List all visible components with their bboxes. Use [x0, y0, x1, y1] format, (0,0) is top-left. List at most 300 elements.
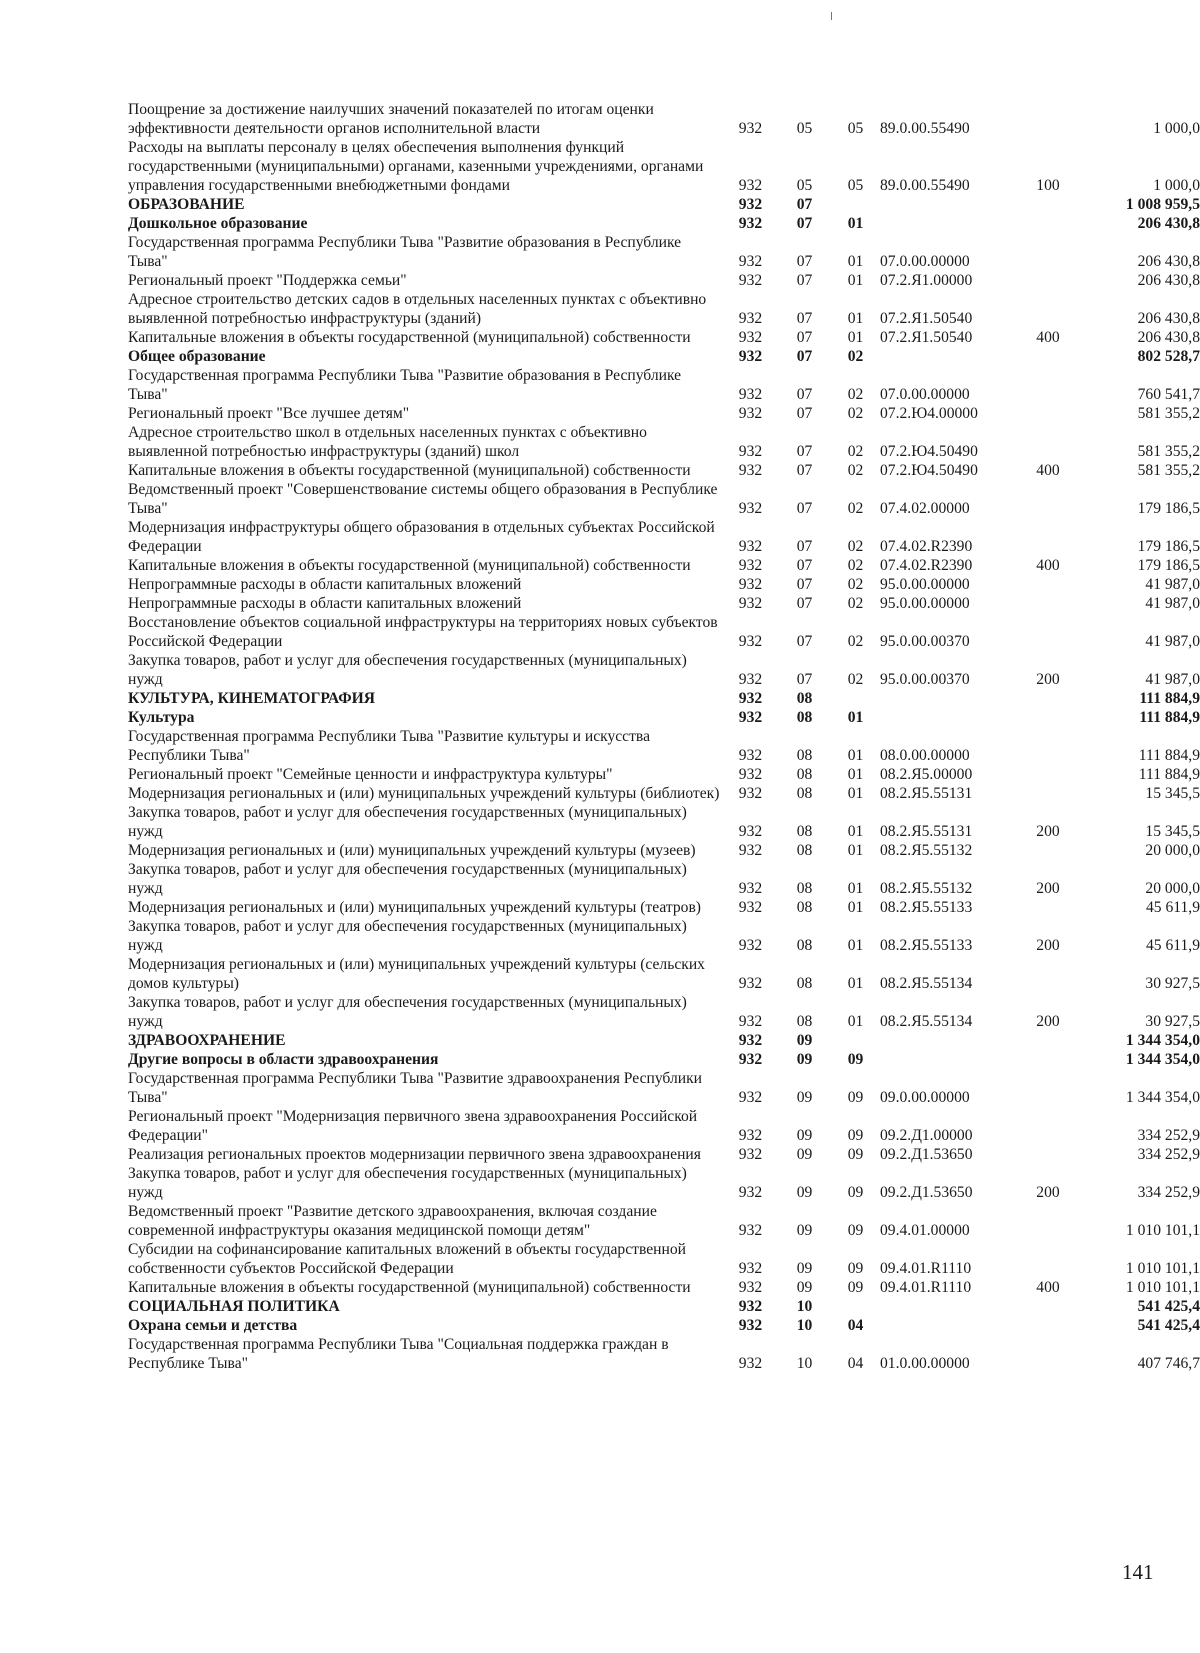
table-row	[128, 651, 1200, 689]
row-name: Закупка товаров, работ и услуг для обеспечения государственных (муниципальных) нужд	[128, 804, 687, 840]
row-expense-type	[1028, 1145, 1068, 1164]
table-row	[128, 100, 1200, 138]
row-section-code: 07	[796, 557, 813, 574]
row-expense-type	[1028, 1316, 1068, 1335]
row-amount: 179 186,5	[1137, 557, 1200, 574]
row-amount: 541 425,4	[1137, 1298, 1200, 1315]
row-subsection-code: 09	[847, 1184, 864, 1201]
row-name: СОЦИАЛЬНАЯ ПОЛИТИКА	[128, 1298, 340, 1315]
row-department-code: 932	[738, 253, 763, 270]
row-name: Капитальные вложения в объекты государственной (муниципальной) собственности	[128, 329, 691, 346]
row-department-code: 932	[738, 690, 763, 707]
row-department-code: 932	[738, 177, 763, 194]
row-expense-type	[1028, 214, 1068, 233]
row-name: Региональный проект "Все лучшее детям"	[128, 405, 410, 422]
row-amount: 206 430,8	[1137, 253, 1200, 270]
table-row	[128, 556, 1200, 575]
row-amount: 111 884,9	[1139, 690, 1200, 707]
row-department-code: 932	[738, 937, 763, 954]
row-amount: 1 344 354,0	[1125, 1089, 1200, 1106]
row-target-article: 09.0.00.00000	[880, 1089, 970, 1106]
row-target-article: 09.4.01.R1110	[880, 1279, 972, 1296]
row-section-code: 07	[796, 633, 813, 650]
row-name: Государственная программа Республики Тыва "Развитие образования в Республике Тыва"	[128, 367, 682, 403]
row-amount: 30 927,5	[1145, 975, 1200, 992]
row-section-code: 08	[796, 690, 813, 707]
row-department-code: 932	[738, 823, 763, 840]
row-target-article: 07.2.Я1.50540	[880, 310, 973, 327]
row-department-code: 932	[738, 500, 763, 517]
table-row	[128, 328, 1200, 347]
row-name: Закупка товаров, работ и услуг для обеспечения государственных (муниципальных) нужд	[128, 652, 687, 688]
row-target-article: 08.2.Я5.55131	[880, 823, 973, 840]
row-department-code: 932	[738, 443, 763, 460]
row-target-article: 07.2.Я1.00000	[880, 272, 973, 289]
row-target-article: 07.0.00.00000	[880, 253, 970, 270]
row-name: Общее образование	[128, 348, 266, 365]
row-department-code: 932	[738, 215, 763, 232]
row-name: Адресное строительство школ в отдельных населенных пунктах с объективно выявленной потребностью инфраструктуры (зданий) школ	[128, 424, 647, 460]
table-row	[128, 898, 1200, 917]
table-row	[128, 1145, 1200, 1164]
row-expense-type	[1028, 480, 1068, 518]
row-target-article: 01.0.00.00000	[880, 1355, 970, 1372]
row-subsection-code: 02	[847, 557, 864, 574]
row-department-code: 932	[738, 1184, 763, 1201]
row-target-article	[880, 689, 1028, 708]
row-target-article: 89.0.00.55490	[880, 120, 970, 137]
row-section-code: 09	[796, 1222, 813, 1239]
row-subsection-code: 02	[847, 348, 864, 365]
row-section-code: 09	[796, 1051, 813, 1068]
table-row	[128, 233, 1200, 271]
row-section-code: 08	[796, 1013, 813, 1030]
row-subsection-code: 02	[847, 386, 864, 403]
row-amount: 111 884,9	[1139, 709, 1200, 726]
row-target-article	[880, 708, 1028, 727]
row-expense-type: 200	[1036, 1013, 1060, 1030]
row-section-code: 08	[796, 975, 813, 992]
table-row	[128, 1316, 1200, 1335]
row-expense-type	[1028, 404, 1068, 423]
row-subsection-code: 09	[847, 1146, 864, 1163]
row-section-code: 07	[796, 348, 813, 365]
row-amount: 1 344 354,0	[1125, 1032, 1200, 1049]
table-row	[128, 708, 1200, 727]
row-name: КУЛЬТУРА, КИНЕМАТОГРАФИЯ	[128, 690, 375, 707]
row-amount: 20 000,0	[1145, 880, 1200, 897]
row-name: Субсидии на софинансирование капитальных вложений в объекты государственной собственности субъектов Российской Федерации	[128, 1241, 686, 1277]
row-section-code: 09	[796, 1089, 813, 1106]
row-expense-type: 200	[1036, 671, 1060, 688]
row-amount: 20 000,0	[1145, 842, 1200, 859]
row-subsection-code: 09	[847, 1260, 864, 1277]
row-subsection-code: 09	[847, 1222, 864, 1239]
table-row	[128, 480, 1200, 518]
row-department-code: 932	[738, 329, 763, 346]
row-department-code: 932	[738, 348, 763, 365]
row-target-article: 08.2.Я5.55134	[880, 1013, 973, 1030]
row-expense-type: 400	[1036, 557, 1060, 574]
row-target-article: 08.2.Я5.00000	[880, 766, 973, 783]
row-name: Региональный проект "Поддержка семьи"	[128, 272, 407, 289]
table-row	[128, 841, 1200, 860]
row-name: Модернизация инфраструктуры общего образования в отдельных субъектах Российской Федерации	[128, 519, 715, 555]
row-target-article: 07.4.02.R2390	[880, 538, 973, 555]
row-section-code: 08	[796, 880, 813, 897]
budget-table-body	[128, 100, 1200, 1373]
row-expense-type	[1028, 195, 1068, 214]
row-department-code: 932	[738, 975, 763, 992]
row-subsection-code: 02	[847, 462, 864, 479]
row-target-article: 07.2.Я1.50540	[880, 329, 973, 346]
row-expense-type: 400	[1036, 462, 1060, 479]
row-name: Государственная программа Республики Тыва "Развитие культуры и искусства Республики Тыва"	[128, 728, 650, 764]
table-row	[128, 784, 1200, 803]
row-department-code: 932	[738, 557, 763, 574]
row-amount: 802 528,7	[1137, 348, 1200, 365]
row-name: Капитальные вложения в объекты государственной (муниципальной) собственности	[128, 1279, 691, 1296]
table-row	[128, 860, 1200, 898]
row-section-code: 07	[796, 500, 813, 517]
row-subsection-code: 09	[847, 1051, 864, 1068]
row-section-code: 08	[796, 937, 813, 954]
table-row	[128, 1031, 1200, 1050]
table-row	[128, 917, 1200, 955]
row-department-code: 932	[738, 576, 763, 593]
row-department-code: 932	[738, 1298, 763, 1315]
row-amount: 45 611,9	[1146, 899, 1200, 916]
row-name: Модернизация региональных и (или) муниципальных учреждений культуры (библиотек)	[128, 785, 720, 802]
row-expense-type	[1028, 347, 1068, 366]
row-target-article: 07.2.Ю4.00000	[880, 405, 978, 422]
row-target-article: 09.4.01.R1110	[880, 1260, 972, 1277]
row-target-article: 08.0.00.00000	[880, 747, 970, 764]
row-target-article: 09.4.01.00000	[880, 1222, 970, 1239]
row-target-article	[880, 1031, 1028, 1050]
row-subsection-code: 05	[847, 177, 864, 194]
row-department-code: 932	[738, 310, 763, 327]
row-name: Закупка товаров, работ и услуг для обеспечения государственных (муниципальных) нужд	[128, 1165, 687, 1201]
row-name: ЗДРАВООХРАНЕНИЕ	[128, 1032, 286, 1049]
row-amount: 1 344 354,0	[1125, 1051, 1200, 1068]
row-amount: 206 430,8	[1137, 329, 1200, 346]
row-department-code: 932	[738, 462, 763, 479]
row-section-code: 07	[796, 595, 813, 612]
row-subsection-code: 01	[847, 823, 864, 840]
row-amount: 407 746,7	[1137, 1355, 1200, 1372]
row-subsection-code: 01	[847, 747, 864, 764]
row-section-code: 09	[796, 1127, 813, 1144]
row-target-article: 08.2.Я5.55132	[880, 880, 973, 897]
row-section-code: 05	[796, 177, 813, 194]
row-name: Модернизация региональных и (или) муниципальных учреждений культуры (музеев)	[128, 842, 696, 859]
row-subsection-code	[831, 1297, 880, 1316]
row-name: ОБРАЗОВАНИЕ	[128, 196, 245, 213]
row-name: Реализация региональных проектов модернизации первичного звена здравоохранения	[128, 1146, 701, 1163]
row-department-code: 932	[738, 538, 763, 555]
table-row	[128, 366, 1200, 404]
row-target-article: 08.2.Я5.55134	[880, 975, 973, 992]
row-department-code: 932	[738, 405, 763, 422]
row-target-article	[880, 195, 1028, 214]
row-name: Закупка товаров, работ и услуг для обеспечения государственных (муниципальных) нужд	[128, 918, 687, 954]
row-subsection-code: 01	[847, 785, 864, 802]
row-target-article: 09.2.Д1.00000	[880, 1127, 973, 1144]
table-row	[128, 575, 1200, 594]
table-row	[128, 1069, 1200, 1107]
row-expense-type	[1028, 575, 1068, 594]
row-department-code: 932	[738, 1222, 763, 1239]
row-amount: 760 541,7	[1137, 386, 1200, 403]
table-row	[128, 1297, 1200, 1316]
row-expense-type	[1028, 100, 1068, 138]
row-section-code: 07	[796, 329, 813, 346]
row-subsection-code: 09	[847, 1279, 864, 1296]
row-subsection-code: 02	[847, 500, 864, 517]
row-expense-type: 200	[1036, 1184, 1060, 1201]
row-department-code: 932	[738, 671, 763, 688]
row-name: Охрана семьи и детства	[128, 1317, 298, 1334]
row-section-code: 07	[796, 272, 813, 289]
row-target-article: 08.2.Я5.55132	[880, 842, 973, 859]
row-expense-type	[1028, 366, 1068, 404]
row-expense-type	[1028, 271, 1068, 290]
row-subsection-code: 05	[847, 120, 864, 137]
row-section-code: 07	[796, 671, 813, 688]
row-section-code: 08	[796, 899, 813, 916]
row-expense-type	[1028, 1050, 1068, 1069]
table-row	[128, 1107, 1200, 1145]
row-section-code: 09	[796, 1184, 813, 1201]
row-name: Капитальные вложения в объекты государственной (муниципальной) собственности	[128, 462, 691, 479]
table-row	[128, 214, 1200, 233]
row-amount: 179 186,5	[1137, 538, 1200, 555]
row-subsection-code: 01	[847, 899, 864, 916]
row-amount: 41 987,0	[1145, 671, 1200, 688]
row-amount: 1 000,0	[1153, 120, 1200, 137]
row-section-code: 07	[796, 215, 813, 232]
row-department-code: 932	[738, 1260, 763, 1277]
row-section-code: 09	[796, 1032, 813, 1049]
row-department-code: 932	[738, 386, 763, 403]
table-row	[128, 347, 1200, 366]
row-name: Адресное строительство детских садов в отдельных населенных пунктах с объективно выявленной потребностью инфраструктуры (зданий)	[128, 291, 707, 327]
row-section-code: 07	[796, 405, 813, 422]
row-department-code: 932	[738, 1013, 763, 1030]
table-row	[128, 1278, 1200, 1297]
row-amount: 41 987,0	[1145, 576, 1200, 593]
row-target-article: 07.4.02.00000	[880, 500, 970, 517]
row-name: Ведомственный проект "Развитие детского здравоохранения, включая создание современной инфраструктуры оказания медицинской помощи детям"	[128, 1203, 657, 1239]
row-amount: 1 008 959,5	[1125, 196, 1200, 213]
row-amount: 15 345,5	[1145, 823, 1200, 840]
row-department-code: 932	[738, 196, 763, 213]
row-target-article: 95.0.00.00370	[880, 671, 970, 688]
row-expense-type	[1028, 1202, 1068, 1240]
row-target-article	[880, 1050, 1028, 1069]
table-row	[128, 1240, 1200, 1278]
row-name: Расходы на выплаты персоналу в целях обеспечения выполнения функций государственными (муниципальными) органами, казенными учреждениями, органами управления государственными внебюджетными фондами	[128, 139, 704, 194]
row-section-code: 07	[796, 462, 813, 479]
row-section-code: 08	[796, 747, 813, 764]
row-target-article: 09.2.Д1.53650	[880, 1184, 973, 1201]
table-row	[128, 594, 1200, 613]
row-section-code: 10	[796, 1355, 813, 1372]
row-section-code: 07	[796, 253, 813, 270]
row-amount: 1 000,0	[1153, 177, 1200, 194]
row-amount: 206 430,8	[1137, 272, 1200, 289]
row-target-article	[880, 1297, 1028, 1316]
row-target-article: 09.2.Д1.53650	[880, 1146, 973, 1163]
row-target-article: 07.0.00.00000	[880, 386, 970, 403]
row-amount: 334 252,9	[1137, 1127, 1200, 1144]
row-subsection-code: 04	[847, 1317, 864, 1334]
row-amount: 206 430,8	[1137, 310, 1200, 327]
row-department-code: 932	[738, 272, 763, 289]
row-subsection-code: 01	[847, 215, 864, 232]
row-name: Поощрение за достижение наилучших значений показателей по итогам оценки эффективности деятельности органов исполнительной власти	[128, 101, 654, 137]
row-amount: 30 927,5	[1145, 1013, 1200, 1030]
row-section-code: 09	[796, 1279, 813, 1296]
table-row	[128, 518, 1200, 556]
row-subsection-code: 01	[847, 272, 864, 289]
row-subsection-code: 02	[847, 671, 864, 688]
row-expense-type	[1028, 594, 1068, 613]
row-section-code: 08	[796, 785, 813, 802]
row-target-article: 08.2.Я5.55133	[880, 899, 973, 916]
table-row	[128, 1050, 1200, 1069]
table-row	[128, 993, 1200, 1031]
row-department-code: 932	[738, 842, 763, 859]
row-subsection-code: 01	[847, 709, 864, 726]
row-expense-type	[1028, 518, 1068, 556]
row-department-code: 932	[738, 785, 763, 802]
row-name: Государственная программа Республики Тыва "Социальная поддержка граждан в Республике Тыва"	[128, 1336, 669, 1372]
row-expense-type	[1028, 898, 1068, 917]
row-subsection-code: 01	[847, 842, 864, 859]
row-name: Другие вопросы в области здравоохранения	[128, 1051, 439, 1068]
row-subsection-code: 02	[847, 538, 864, 555]
row-amount: 206 430,8	[1137, 215, 1200, 232]
table-row	[128, 404, 1200, 423]
row-name: Региональный проект "Модернизация первичного звена здравоохранения Российской Федерации"	[128, 1108, 698, 1144]
row-name: Культура	[128, 709, 195, 726]
row-section-code: 07	[796, 576, 813, 593]
row-section-code: 09	[796, 1260, 813, 1277]
row-department-code: 932	[738, 709, 763, 726]
row-expense-type: 100	[1036, 177, 1060, 194]
row-department-code: 932	[738, 899, 763, 916]
row-amount: 15 345,5	[1145, 785, 1200, 802]
row-subsection-code: 01	[847, 310, 864, 327]
row-name: Государственная программа Республики Тыва "Развитие здравоохранения Республики Тыва"	[128, 1070, 703, 1106]
row-target-article: 95.0.00.00370	[880, 633, 970, 650]
row-department-code: 932	[738, 633, 763, 650]
row-subsection-code	[831, 195, 880, 214]
table-row	[128, 1164, 1200, 1202]
row-department-code: 932	[738, 880, 763, 897]
row-expense-type	[1028, 1297, 1068, 1316]
row-name: Ведомственный проект "Совершенствование системы общего образования в Республике Тыва"	[128, 481, 718, 517]
row-amount: 179 186,5	[1137, 500, 1200, 517]
row-amount: 1 010 101,1	[1125, 1279, 1200, 1296]
row-subsection-code: 02	[847, 595, 864, 612]
row-section-code: 08	[796, 823, 813, 840]
row-section-code: 08	[796, 842, 813, 859]
table-row	[128, 1202, 1200, 1240]
table-row	[128, 765, 1200, 784]
row-section-code: 09	[796, 1146, 813, 1163]
table-row	[128, 461, 1200, 480]
row-expense-type: 200	[1036, 823, 1060, 840]
row-subsection-code: 01	[847, 329, 864, 346]
row-subsection-code: 01	[847, 975, 864, 992]
budget-table	[128, 100, 1200, 1373]
row-subsection-code	[831, 689, 880, 708]
row-target-article: 08.2.Я5.55133	[880, 937, 973, 954]
row-department-code: 932	[738, 1279, 763, 1296]
page-number: 141	[1122, 1560, 1154, 1584]
row-department-code: 932	[738, 1051, 763, 1068]
row-expense-type	[1028, 689, 1068, 708]
row-department-code: 932	[738, 1127, 763, 1144]
row-subsection-code: 02	[847, 576, 864, 593]
table-row	[128, 271, 1200, 290]
row-target-article: 07.2.Ю4.50490	[880, 462, 978, 479]
row-expense-type	[1028, 727, 1068, 765]
row-amount: 1 010 101,1	[1125, 1222, 1200, 1239]
row-amount: 334 252,9	[1137, 1146, 1200, 1163]
row-name: Региональный проект "Семейные ценности и инфраструктура культуры"	[128, 766, 613, 783]
row-expense-type: 200	[1036, 880, 1060, 897]
row-amount: 334 252,9	[1137, 1184, 1200, 1201]
row-amount: 41 987,0	[1145, 595, 1200, 612]
row-department-code: 932	[738, 1032, 763, 1049]
row-subsection-code: 02	[847, 633, 864, 650]
row-expense-type	[1028, 1069, 1068, 1107]
row-expense-type	[1028, 1031, 1068, 1050]
row-target-article	[880, 214, 1028, 233]
row-name: Государственная программа Республики Тыва "Развитие образования в Республике Тыва"	[128, 234, 682, 270]
row-name: Модернизация региональных и (или) муниципальных учреждений культуры (театров)	[128, 899, 701, 916]
row-department-code: 932	[738, 766, 763, 783]
row-subsection-code: 09	[847, 1127, 864, 1144]
row-expense-type: 200	[1036, 937, 1060, 954]
row-name: Капитальные вложения в объекты государственной (муниципальной) собственности	[128, 557, 691, 574]
row-amount: 541 425,4	[1137, 1317, 1200, 1334]
row-target-article: 89.0.00.55490	[880, 177, 970, 194]
row-amount: 581 355,2	[1137, 405, 1200, 422]
table-row	[128, 195, 1200, 214]
row-amount: 581 355,2	[1137, 462, 1200, 479]
row-expense-type: 400	[1036, 329, 1060, 346]
row-target-article	[880, 347, 1028, 366]
table-row	[128, 955, 1200, 993]
row-section-code: 07	[796, 196, 813, 213]
row-subsection-code: 01	[847, 766, 864, 783]
row-department-code: 932	[738, 595, 763, 612]
row-expense-type: 400	[1036, 1279, 1060, 1296]
row-section-code: 07	[796, 310, 813, 327]
table-row	[128, 138, 1200, 195]
table-row	[128, 727, 1200, 765]
table-row	[128, 613, 1200, 651]
row-name: Дошкольное образование	[128, 215, 308, 232]
table-row	[128, 290, 1200, 328]
table-row	[128, 423, 1200, 461]
row-expense-type	[1028, 841, 1068, 860]
